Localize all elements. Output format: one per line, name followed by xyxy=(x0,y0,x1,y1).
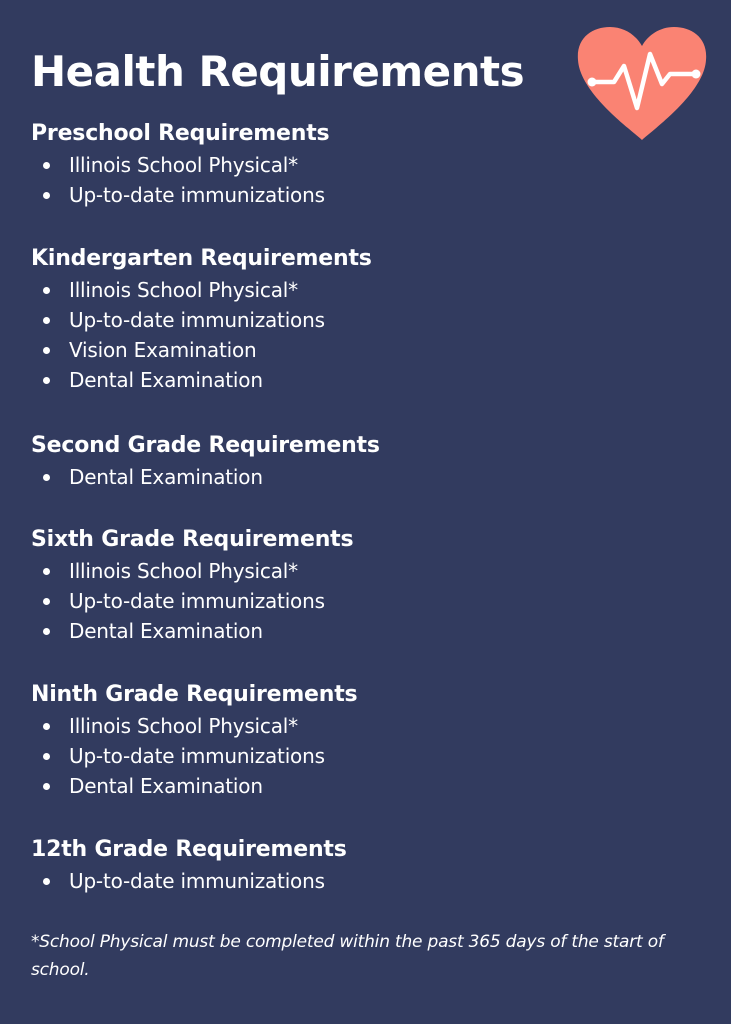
list-item-text: Up-to-date immunizations xyxy=(69,183,325,207)
section-heading: 12th Grade Requirements xyxy=(31,837,347,862)
list-item xyxy=(31,335,711,365)
bullet-icon xyxy=(43,783,50,790)
list-item-text: Dental Examination xyxy=(69,465,263,489)
list-item xyxy=(31,180,711,210)
list-item xyxy=(31,305,711,335)
section-heading: Sixth Grade Requirements xyxy=(31,527,354,552)
section-kindergarten xyxy=(31,243,711,395)
bullet-icon xyxy=(43,753,50,760)
list-item xyxy=(31,462,711,492)
list-item xyxy=(31,275,711,305)
list-item xyxy=(31,616,711,646)
bullet-icon xyxy=(43,287,50,294)
section-sixth-grade xyxy=(31,524,711,646)
bullet-icon xyxy=(43,878,50,885)
requirements-list xyxy=(31,711,711,801)
bullet-icon xyxy=(43,347,50,354)
page-title: Health Requirements xyxy=(31,47,525,96)
list-item-text: Dental Examination xyxy=(69,368,263,392)
requirements-sections xyxy=(31,118,711,896)
section-heading: Second Grade Requirements xyxy=(31,433,380,458)
bullet-icon xyxy=(43,568,50,575)
bullet-icon xyxy=(43,162,50,169)
list-item xyxy=(31,586,711,616)
list-item-text: Illinois School Physical* xyxy=(69,278,298,302)
list-item-text: Up-to-date immunizations xyxy=(69,589,325,613)
section-spacer xyxy=(31,210,711,243)
bullet-icon xyxy=(43,474,50,481)
list-item-text: Illinois School Physical* xyxy=(69,714,298,738)
footnote: *School Physical must be completed within the past 365 days of the start of school. xyxy=(31,932,664,980)
list-item xyxy=(31,365,711,395)
section-twelfth-grade xyxy=(31,834,711,896)
list-item-text: Illinois School Physical* xyxy=(69,559,298,583)
list-item xyxy=(31,150,711,180)
requirements-list xyxy=(31,462,711,492)
section-spacer xyxy=(31,492,711,524)
list-item-text: Up-to-date immunizations xyxy=(69,869,325,893)
section-second-grade xyxy=(31,430,711,492)
bullet-icon xyxy=(43,377,50,384)
list-item-text: Up-to-date immunizations xyxy=(69,308,325,332)
bullet-icon xyxy=(43,628,50,635)
requirements-list xyxy=(31,556,711,646)
section-preschool xyxy=(31,118,711,210)
section-heading: Kindergarten Requirements xyxy=(31,246,372,271)
requirements-list xyxy=(31,150,711,210)
list-item xyxy=(31,866,711,896)
section-heading: Ninth Grade Requirements xyxy=(31,682,358,707)
section-heading: Preschool Requirements xyxy=(31,121,330,146)
list-item-text: Dental Examination xyxy=(69,619,263,643)
list-item xyxy=(31,741,711,771)
list-item xyxy=(31,711,711,741)
list-item-text: Dental Examination xyxy=(69,774,263,798)
requirements-list xyxy=(31,866,711,896)
section-spacer xyxy=(31,646,711,679)
requirements-list xyxy=(31,275,711,395)
bullet-icon xyxy=(43,192,50,199)
bullet-icon xyxy=(43,317,50,324)
list-item xyxy=(31,771,711,801)
section-ninth-grade xyxy=(31,679,711,801)
list-item-text: Vision Examination xyxy=(69,338,257,362)
list-item xyxy=(31,556,711,586)
list-item-text: Illinois School Physical* xyxy=(69,153,298,177)
bullet-icon xyxy=(43,723,50,730)
bullet-icon xyxy=(43,598,50,605)
section-spacer xyxy=(31,801,711,834)
section-spacer xyxy=(31,395,711,430)
list-item-text: Up-to-date immunizations xyxy=(69,744,325,768)
